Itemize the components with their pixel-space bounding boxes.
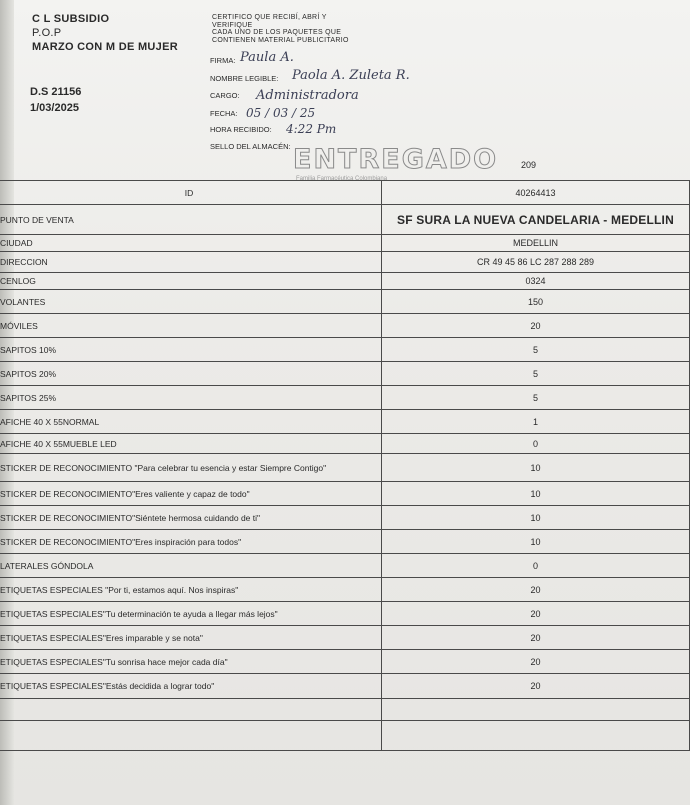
row-label: [0, 721, 382, 751]
row-label: STICKER DE RECONOCIMIENTO"Eres valiente y capaz de todo": [0, 482, 382, 506]
row-label: STICKER DE RECONOCIMIENTO"Eres inspiración para todos": [0, 530, 382, 554]
handwritten-date: 05 / 03 / 25: [246, 106, 316, 120]
table-row: [0, 362, 690, 386]
row-value: 0: [382, 434, 690, 454]
fecha-label: FECHA:: [210, 109, 238, 118]
row-label: DIRECCION: [0, 252, 382, 273]
hora-label: HORA RECIBIDO:: [210, 125, 272, 134]
certificate-text: [212, 14, 412, 44]
pop-label: P.O.P: [32, 27, 62, 39]
table-row: [0, 578, 690, 602]
row-value: 5: [382, 362, 690, 386]
row-label: SAPITOS 25%: [0, 386, 382, 410]
stamp-subtext: Familia Farmacéutica Colombiana: [296, 176, 388, 182]
row-label: CIUDAD: [0, 235, 382, 252]
handwritten-role: Administradora: [256, 88, 359, 103]
row-value: 20: [382, 602, 690, 626]
dispatch-info: [30, 84, 81, 116]
row-label: LATERALES GÓNDOLA: [0, 554, 382, 578]
id-value: 40264413: [382, 181, 690, 205]
table-row: [0, 314, 690, 338]
campaign-title: MARZO CON M DE MUJER: [32, 41, 178, 53]
materials-table: [0, 180, 690, 751]
table-header-row: [0, 181, 690, 205]
row-value: 10: [382, 482, 690, 506]
document-number: 209: [521, 160, 537, 170]
row-value: 10: [382, 454, 690, 482]
row-label: ETIQUETAS ESPECIALES "Por ti, estamos aquí. Nos inspiras": [0, 578, 382, 602]
row-value: 20: [382, 626, 690, 650]
row-value: 0: [382, 554, 690, 578]
row-value: 20: [382, 674, 690, 699]
table-row: [0, 252, 690, 273]
handwritten-time: 4:22 Pm: [286, 122, 337, 136]
row-label: VOLANTES: [0, 290, 382, 314]
row-value: 10: [382, 506, 690, 530]
dispatch-date: 1/03/2025: [30, 102, 79, 114]
cargo-label: CARGO:: [210, 91, 240, 100]
row-value: 20: [382, 650, 690, 674]
row-value: 1: [382, 410, 690, 434]
row-value: [382, 699, 690, 721]
table-row: [0, 273, 690, 290]
row-label: [0, 699, 382, 721]
cert-line: VERIFIQUE: [212, 21, 253, 29]
cert-line: CERTIFICO QUE RECIBÍ, ABRÍ Y: [212, 14, 327, 21]
table-row: [0, 626, 690, 650]
company-name: C L SUBSIDIO: [32, 13, 110, 25]
row-value: 20: [382, 578, 690, 602]
handwritten-name: Paola A. Zuleta R.: [292, 68, 410, 83]
handwritten-signature: Paula A.: [240, 50, 294, 65]
row-value: CR 49 45 86 LC 287 288 289: [382, 252, 690, 273]
row-label: ETIQUETAS ESPECIALES"Estás decidida a lograr todo": [0, 674, 382, 699]
table-row: [0, 235, 690, 252]
row-label: ETIQUETAS ESPECIALES"Tu sonrisa hace mejor cada día": [0, 650, 382, 674]
row-value: 5: [382, 386, 690, 410]
table-row: [0, 410, 690, 434]
row-value: SF SURA LA NUEVA CANDELARIA - MEDELLIN: [382, 205, 690, 235]
table-row: [0, 554, 690, 578]
row-label: STICKER DE RECONOCIMIENTO "Para celebrar tu esencia y estar Siempre Contigo": [0, 454, 382, 482]
table-row: [0, 338, 690, 362]
delivered-stamp: ENTREGADO: [293, 144, 499, 175]
row-label: ETIQUETAS ESPECIALES"Tu determinación te ayuda a llegar más lejos": [0, 602, 382, 626]
campaign-header: [32, 12, 178, 54]
table-row: [0, 674, 690, 699]
nombre-label: NOMBRE LEGIBLE:: [210, 74, 279, 83]
table-row: [0, 721, 690, 751]
table-row: [0, 602, 690, 626]
row-label: CENLOG: [0, 273, 382, 290]
sello-label: SELLO DEL ALMACÉN:: [210, 142, 291, 151]
table-row: [0, 650, 690, 674]
row-value: 5: [382, 338, 690, 362]
cert-line: CADA UNO DE LOS PAQUETES QUE: [212, 29, 342, 36]
row-label: PUNTO DE VENTA: [0, 205, 382, 235]
row-label: MÓVILES: [0, 314, 382, 338]
row-value: MEDELLIN: [382, 235, 690, 252]
row-value: 0324: [382, 273, 690, 290]
firma-label: FIRMA:: [210, 56, 236, 65]
table-row: [0, 290, 690, 314]
table-row: [0, 530, 690, 554]
row-label: STICKER DE RECONOCIMIENTO"Siéntete hermosa cuidando de ti": [0, 506, 382, 530]
table-row: [0, 482, 690, 506]
row-value: 20: [382, 314, 690, 338]
row-label: AFICHE 40 X 55NORMAL: [0, 410, 382, 434]
row-label: AFICHE 40 X 55MUEBLE LED: [0, 434, 382, 454]
row-value: 150: [382, 290, 690, 314]
row-label: SAPITOS 10%: [0, 338, 382, 362]
table-row: [0, 205, 690, 235]
row-value: 10: [382, 530, 690, 554]
row-label: ETIQUETAS ESPECIALES"Eres imparable y se nota": [0, 626, 382, 650]
row-value: [382, 721, 690, 751]
table-row: [0, 506, 690, 530]
cert-line: CONTIENEN MATERIAL PUBLICITARIO: [212, 36, 349, 44]
table-row: [0, 454, 690, 482]
id-label: ID: [0, 181, 382, 205]
dispatch-number: D.S 21156: [30, 86, 82, 98]
table-row: [0, 434, 690, 454]
table-row: [0, 699, 690, 721]
row-label: SAPITOS 20%: [0, 362, 382, 386]
table-row: [0, 386, 690, 410]
